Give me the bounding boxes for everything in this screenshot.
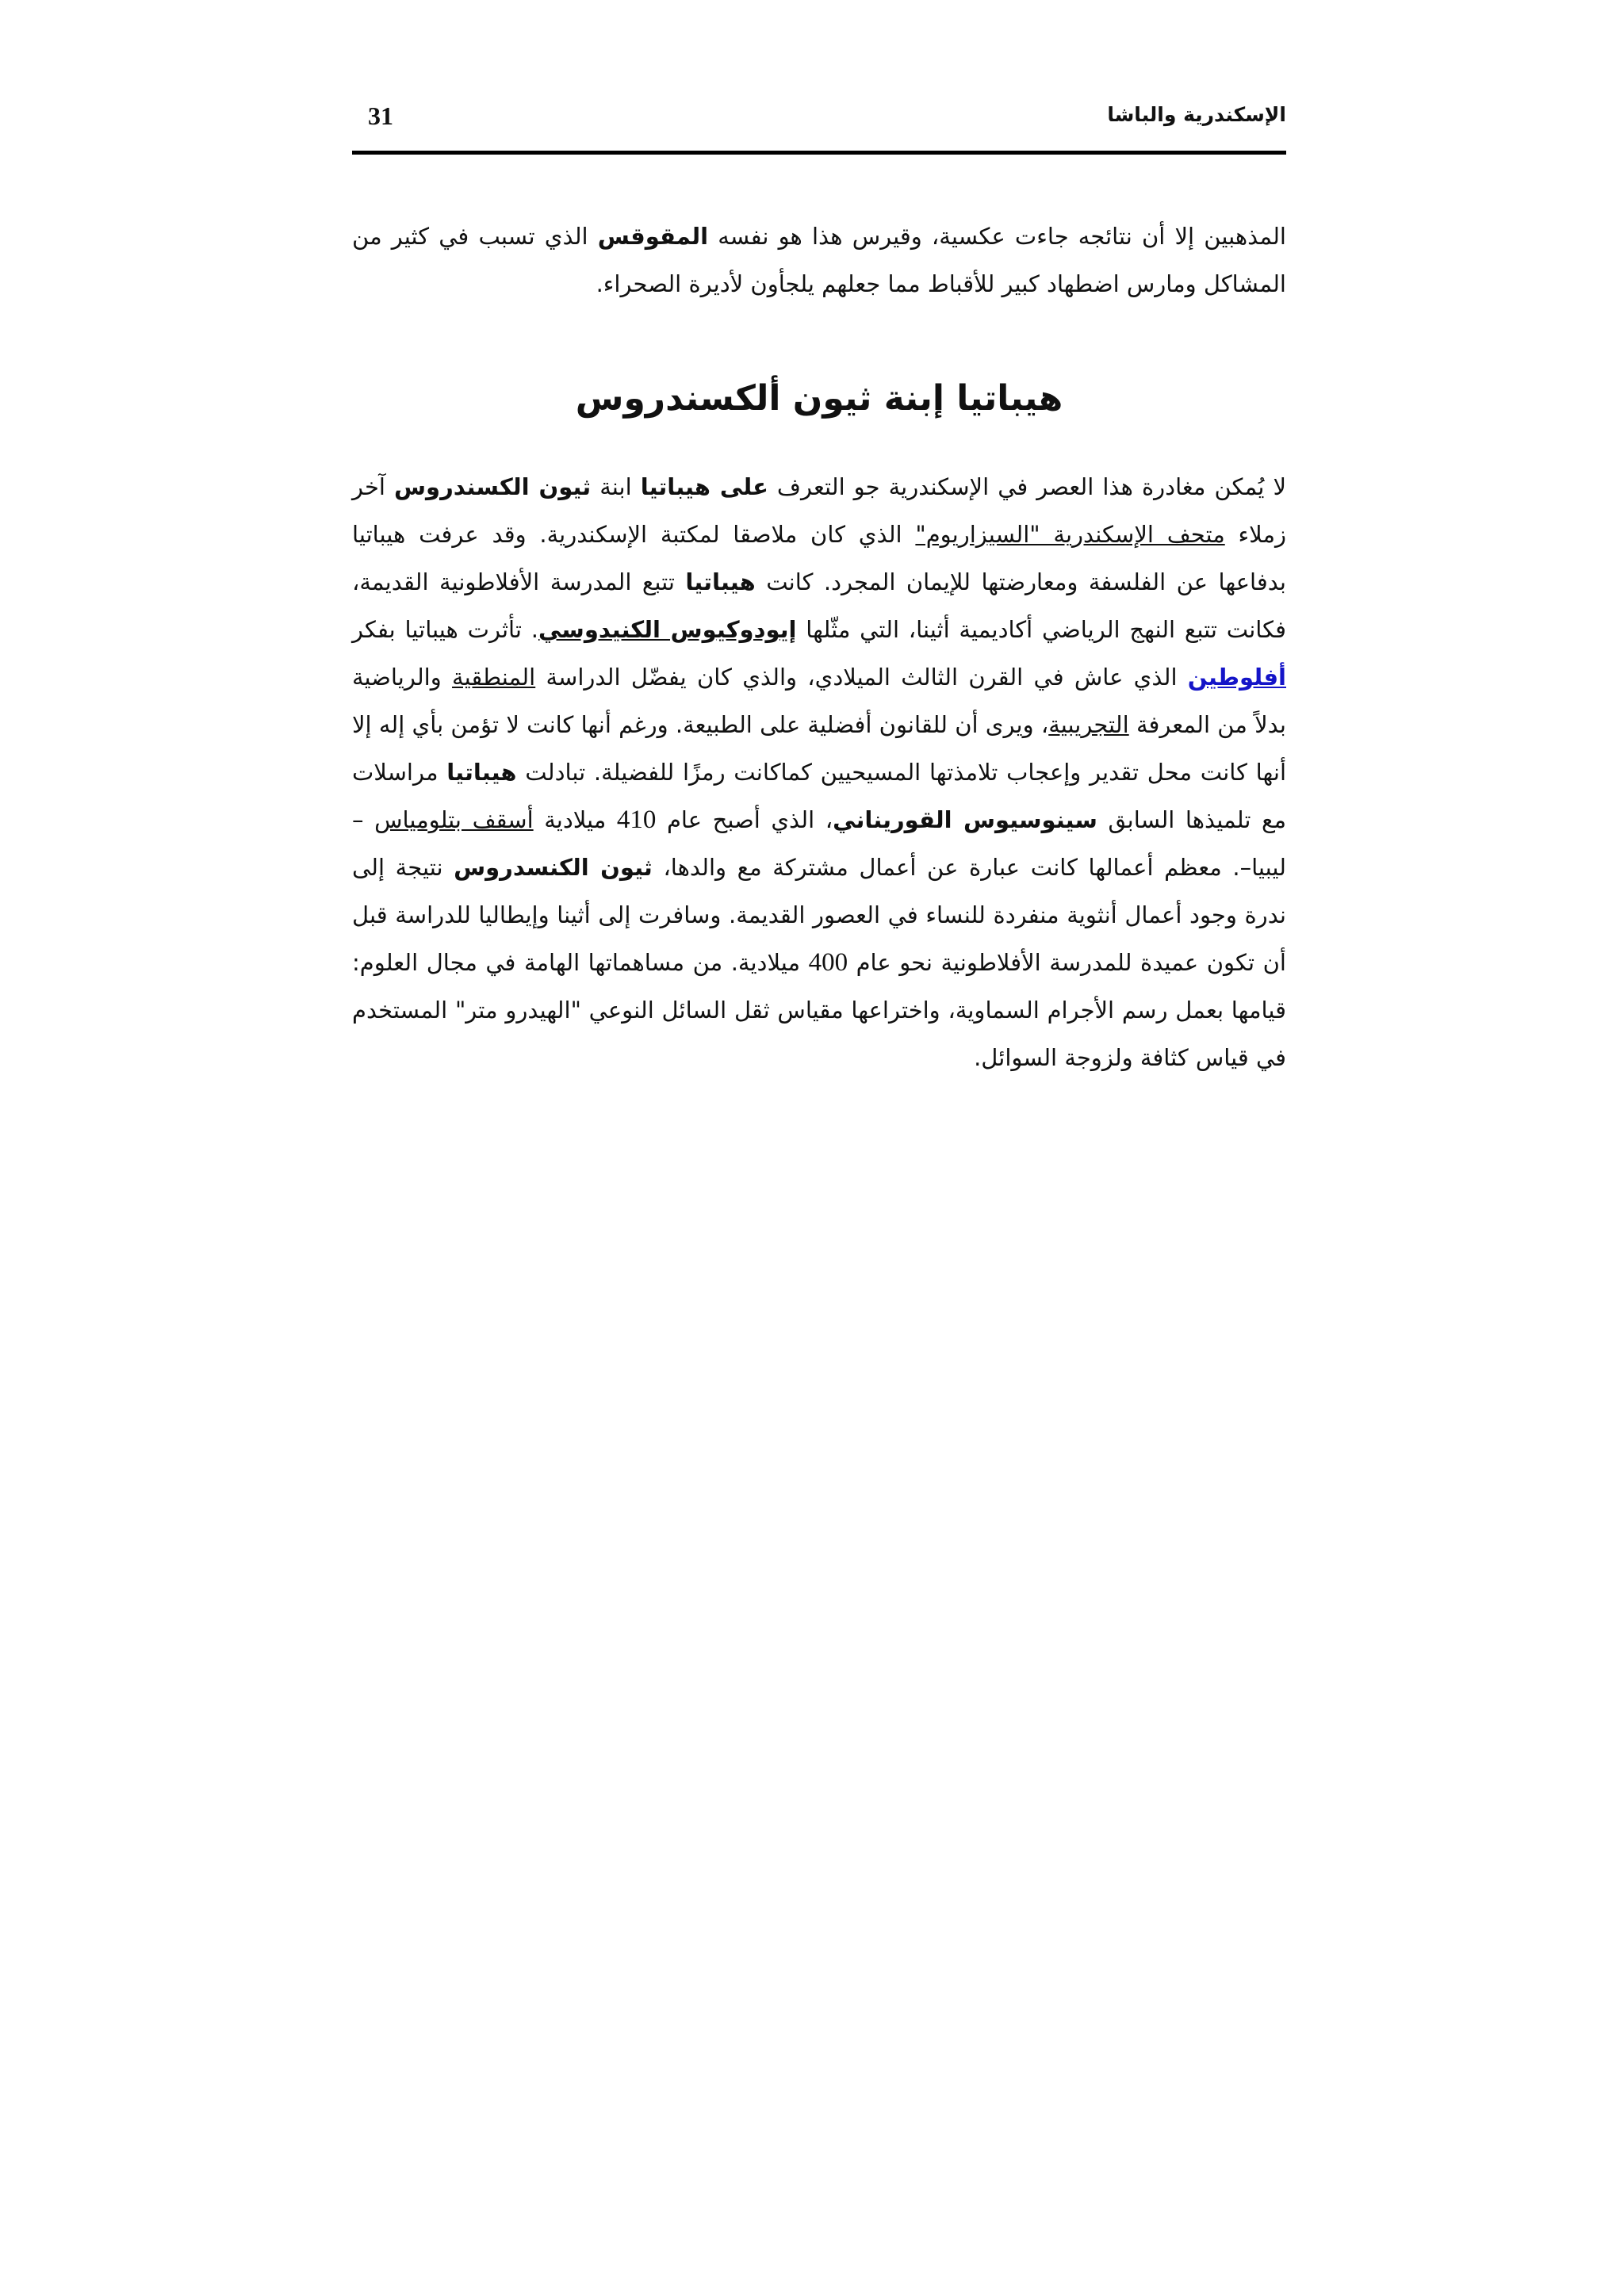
body-text: لا يُمكن مغادرة هذا العصر في الإسكندرية جو التعرف — [768, 473, 1286, 500]
body-text: مراسلات مع تلميذها السابق — [352, 759, 1286, 833]
intro-text: المذهبين إلا أن نتائجه جاءت عكسية، وقيرس هذا هو نفسه — [708, 223, 1286, 250]
body-text: ، الذي أصبح عام — [656, 806, 833, 833]
plotinus-link[interactable]: أفلوطين — [1187, 664, 1286, 691]
body-underlined-term: التجريبية — [1048, 711, 1129, 738]
body-bold-term: هيباتيا — [685, 568, 756, 595]
body-text: تتبع المدرسة الأفلاطونية القديمة، فكانت تتبع النهج الرياضي أكاديمية أثينا، التي مثّلها — [352, 568, 1286, 643]
body-text: آخر زملاء — [352, 473, 1286, 548]
body-bold-term: على هيباتيا — [640, 473, 768, 500]
body-text: ابنة — [591, 473, 641, 500]
body-bold-term: هيباتيا — [446, 759, 517, 786]
body-text: ميلادية. من مساهماتها الهامة في مجال العلوم: قيامها بعمل رسم الأجرام السماوية، واختراعها مقياس ثقل السائل النوعي "الهيدرو متر" المستخدم في قياس كثافة ولزوجة السوائل. — [352, 949, 1286, 1071]
intro-paragraph — [352, 212, 1286, 308]
page-number: 31 — [368, 101, 393, 130]
intro-text: الذي تسبب في كثير من المشاكل ومارس اضطهاد كبير للأقباط مما جعلهم يلجأون لأديرة الصحراء. — [352, 223, 1286, 297]
section-heading: هيباتيا إبنة ثيون ألكسندروس — [575, 378, 1063, 419]
body-text: ميلادية — [533, 806, 617, 833]
body-text: ، ويرى أن للقانون أفضلية على الطبيعة. ورغم أنها كانت لا تؤمن بأي إله إلا أنها كانت محل تقدير وإعجاب تلامذتها المسيحيين كماكانت رمزًا للفضيلة. تبادلت — [352, 711, 1287, 786]
body-bold-underlined-term: إيودوكيوس الكنيدوسي — [538, 616, 797, 643]
body-text: نتيجة إلى ندرة وجود أعمال أنثوية منفردة للنساء في العصور القديمة. وسافرت إلى أثينا وإيطاليا للدراسة قبل أن تكون عميدة للمدرسة الأفلاطونية نحو عام — [352, 854, 1286, 976]
intro-bold-term: المقوقس — [597, 223, 709, 250]
body-bold-term: ثيون الكسندروس — [394, 473, 592, 500]
body-bold-term: سينوسيوس القوريناني — [833, 806, 1097, 833]
body-paragraph — [352, 463, 1286, 1081]
page-header — [352, 101, 1286, 155]
body-underlined-term: متحف الإسكندرية "السيزاريوم" — [915, 521, 1225, 548]
body-underlined-term: أسقف بتلومياس — [374, 806, 534, 833]
body-text: . تأثرت هيباتيا بفكر — [352, 616, 538, 643]
body-text: والرياضية بدلاً من المعرفة — [352, 664, 1286, 738]
body-paragraph-block — [352, 463, 1286, 1081]
body-text: –ليبيا–. معظم أعمالها كانت عبارة عن أعمال مشتركة مع والدها، — [352, 806, 1287, 881]
year-number: 410 — [616, 806, 657, 834]
body-underlined-term: المنطقية — [452, 664, 536, 691]
intro-paragraph-block — [352, 212, 1286, 308]
body-text: الذي كان ملاصقا لمكتبة الإسكندرية. وقد عرفت هيباتيا بدفاعها عن الفلسفة ومعارضتها للإيمان المجرد. كانت — [352, 521, 1286, 595]
body-text: الذي عاش في القرن الثالث الميلادي، والذي كان يفضّل الدراسة — [535, 664, 1188, 691]
year-number: 400 — [808, 948, 848, 977]
body-bold-term: ثيون الكنسدروس — [454, 854, 653, 881]
running-title: الإسكندرية والباشا — [1107, 103, 1286, 126]
